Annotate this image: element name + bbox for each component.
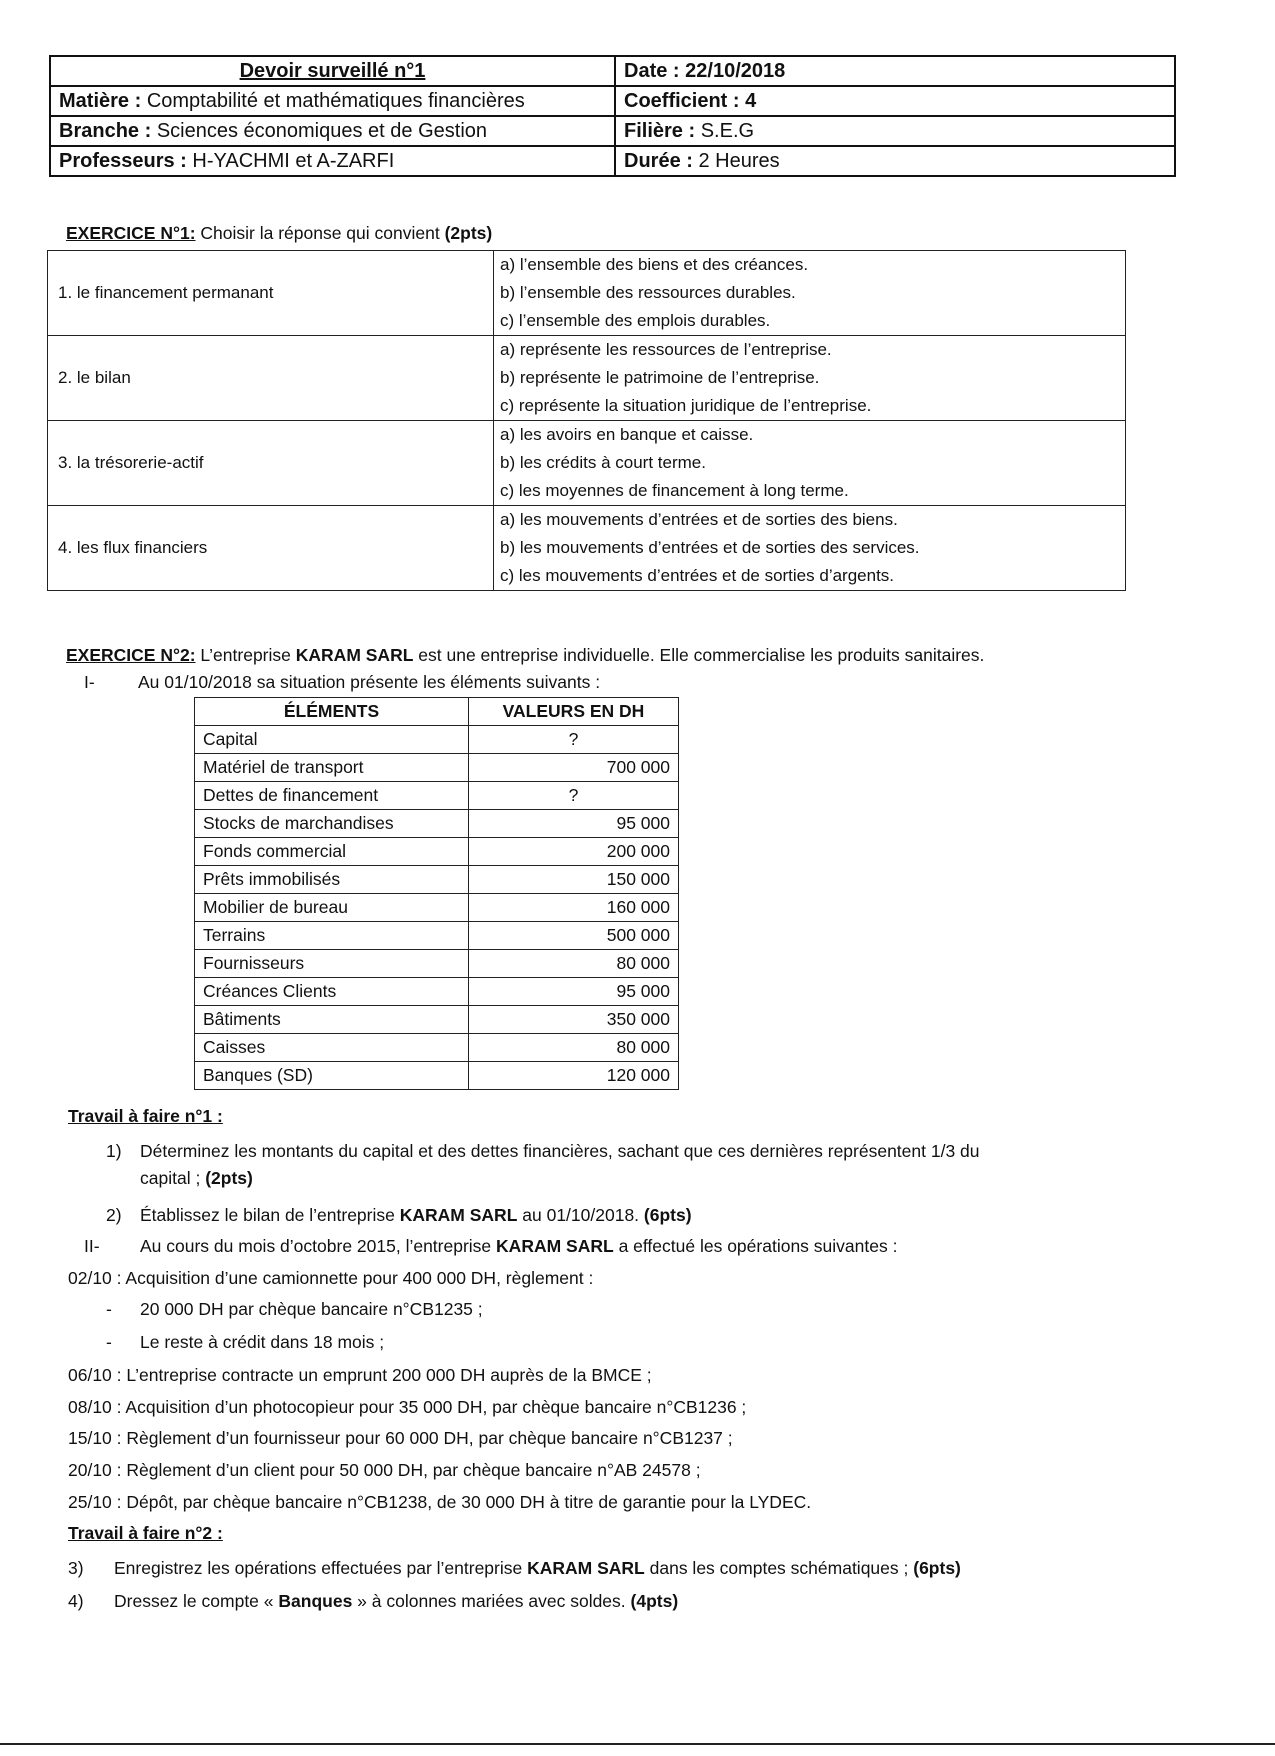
header-duree-cell — [615, 146, 1175, 176]
task2-q4 — [114, 1589, 678, 1613]
ex2-intro-a: L’entreprise — [200, 645, 291, 665]
operation-line: 15/10 : Règlement d’un fournisseur pour 60 000 DH, par chèque bancaire n°CB1237 ; — [68, 1428, 733, 1448]
ex1-question: 3. la trésorerie-actif — [48, 421, 494, 506]
element-label: Bâtiments — [195, 1006, 469, 1034]
operation-line: 08/10 : Acquisition d’un photocopieur pour 35 000 DH, par chèque bancaire n°CB1236 ; — [68, 1397, 747, 1417]
footer-divider — [0, 1743, 1275, 1745]
prof-label: Professeurs : — [59, 150, 187, 172]
table-row — [195, 838, 679, 866]
task1-q2 — [140, 1203, 692, 1227]
company-name: KARAM SARL — [527, 1558, 645, 1578]
table-row — [195, 978, 679, 1006]
table-row — [195, 922, 679, 950]
table-row — [195, 894, 679, 922]
answer-option: b) les mouvements d’entrées et de sorties des services. — [500, 538, 920, 557]
element-value: 80 000 — [469, 1034, 679, 1062]
element-label: Fonds commercial — [195, 838, 469, 866]
elements-table — [194, 697, 679, 1090]
ex2-intro — [66, 644, 984, 666]
duree-label: Durée : — [624, 150, 693, 172]
account-name: Banques — [278, 1591, 353, 1611]
element-value: 350 000 — [469, 1006, 679, 1034]
answer-option: b) les crédits à court terme. — [500, 453, 706, 472]
task1-q2-number: 2) — [106, 1205, 122, 1225]
answer-option: b) l’ensemble des ressources durables. — [500, 283, 796, 302]
element-label: Terrains — [195, 922, 469, 950]
date-value: 22/10/2018 — [685, 60, 786, 82]
branche-label: Branche : — [59, 120, 152, 142]
elements-col-header: ÉLÉMENTS — [195, 698, 469, 726]
element-value: 500 000 — [469, 922, 679, 950]
ex1-row — [48, 251, 1126, 336]
table-row — [195, 1034, 679, 1062]
element-label: Caisses — [195, 1034, 469, 1062]
answer-option: c) les moyennes de financement à long terme. — [500, 481, 849, 500]
bullet-dash: - — [106, 1299, 112, 1319]
bullet-dash: - — [106, 1332, 112, 1352]
part2-number: II- — [84, 1236, 100, 1256]
operation-line: 02/10 : Acquisition d’une camionnette pour 400 000 DH, règlement : — [68, 1268, 594, 1288]
task2-q3 — [114, 1556, 961, 1580]
header-filiere-cell — [615, 116, 1175, 146]
task1-q1-line2 — [140, 1166, 253, 1190]
task1-q2-text-b: au 01/10/2018. — [522, 1205, 640, 1225]
ex1-row — [48, 421, 1126, 506]
task2-q3-points: (6pts) — [913, 1558, 961, 1578]
ex1-answers — [494, 506, 1126, 591]
element-label: Matériel de transport — [195, 754, 469, 782]
filiere-label: Filière : — [624, 120, 696, 142]
date-label: Date : — [624, 60, 680, 82]
ex1-points: (2pts) — [444, 223, 493, 243]
prof-value: H-YACHMI et A-ZARFI — [192, 150, 395, 172]
task2-q4-text-b: » à colonnes mariées avec soldes. — [357, 1591, 626, 1611]
matiere-value: Comptabilité et mathématiques financières — [146, 90, 525, 112]
answer-option: a) les mouvements d’entrées et de sorties des biens. — [500, 510, 898, 529]
answer-option: c) les mouvements d’entrées et de sorties d’argents. — [500, 566, 895, 585]
ex2-intro-b: est une entreprise individuelle. Elle commercialise les produits sanitaires. — [418, 645, 985, 665]
operation-subline: Le reste à crédit dans 18 mois ; — [140, 1332, 385, 1352]
task1-q1-number: 1) — [106, 1141, 122, 1161]
company-name: KARAM SARL — [399, 1205, 518, 1225]
task1-q1-points: (2pts) — [205, 1168, 253, 1188]
exam-title: Devoir surveillé n°1 — [239, 60, 426, 82]
duree-value: 2 Heures — [698, 150, 780, 172]
element-label: Banques (SD) — [195, 1062, 469, 1090]
element-label: Créances Clients — [195, 978, 469, 1006]
header-date-cell — [615, 56, 1175, 86]
operation-line: 06/10 : L’entreprise contracte un emprunt 200 000 DH auprès de la BMCE ; — [68, 1365, 652, 1385]
part2-text — [140, 1234, 897, 1258]
element-value: ? — [469, 782, 679, 810]
ex1-question: 2. le bilan — [48, 336, 494, 421]
ex1-row — [48, 506, 1126, 591]
element-value: 150 000 — [469, 866, 679, 894]
task1-q2-text-a: Établissez le bilan de l’entreprise — [140, 1205, 395, 1225]
ex1-answers — [494, 251, 1126, 336]
operation-line: 20/10 : Règlement d’un client pour 50 000 DH, par chèque bancaire n°AB 24578 ; — [68, 1460, 701, 1480]
element-value: 160 000 — [469, 894, 679, 922]
task2-q4-text-a: Dressez le compte « — [114, 1591, 274, 1611]
ex1-heading: EXERCICE N°1: — [66, 223, 196, 243]
element-value: 700 000 — [469, 754, 679, 782]
task1-q2-points: (6pts) — [643, 1205, 692, 1225]
ex1-table — [47, 250, 1126, 591]
matiere-label: Matière : — [59, 90, 142, 112]
ex1-row — [48, 336, 1126, 421]
header-branche-cell — [50, 116, 615, 146]
answer-option: b) représente le patrimoine de l’entreprise. — [500, 368, 820, 387]
task1-q1-line2-text: capital ; — [140, 1168, 201, 1188]
ex1-question: 1. le financement permanant — [48, 251, 494, 336]
header-matiere-cell — [50, 86, 615, 116]
element-value: 80 000 — [469, 950, 679, 978]
task2-q4-number: 4) — [68, 1591, 84, 1611]
coef-value: 4 — [745, 90, 757, 112]
operation-line: 25/10 : Dépôt, par chèque bancaire n°CB1238, de 30 000 DH à titre de garantie pour la LYDEC. — [68, 1492, 812, 1512]
answer-option: c) représente la situation juridique de l’entreprise. — [500, 396, 872, 415]
table-row — [195, 782, 679, 810]
ex2-heading: EXERCICE N°2: — [66, 645, 196, 665]
task2-q3-number: 3) — [68, 1558, 84, 1578]
part2-text-a: Au cours du mois d’octobre 2015, l’entreprise — [140, 1236, 492, 1256]
element-label: Fournisseurs — [195, 950, 469, 978]
ex1-instruction: Choisir la réponse qui convient — [200, 223, 440, 243]
element-value: ? — [469, 726, 679, 754]
answer-option: c) l’ensemble des emplois durables. — [500, 311, 771, 330]
answer-option: a) représente les ressources de l’entreprise. — [500, 340, 832, 359]
task2-q3-text-a: Enregistrez les opérations effectuées par l’entreprise — [114, 1558, 523, 1578]
branche-value: Sciences économiques et de Gestion — [156, 120, 488, 142]
task2-q3-text-b: dans les comptes schématiques ; — [649, 1558, 909, 1578]
task2-title: Travail à faire n°2 : — [68, 1523, 223, 1543]
table-row — [195, 1062, 679, 1090]
element-label: Dettes de financement — [195, 782, 469, 810]
element-value: 95 000 — [469, 810, 679, 838]
element-label: Mobilier de bureau — [195, 894, 469, 922]
header-prof-cell — [50, 146, 615, 176]
company-name: KARAM SARL — [496, 1236, 614, 1256]
header-table — [49, 55, 1176, 177]
task2-q4-points: (4pts) — [630, 1591, 679, 1611]
table-row — [195, 754, 679, 782]
part2-text-b: a effectué les opérations suivantes : — [618, 1236, 898, 1256]
answer-option: a) l’ensemble des biens et des créances. — [500, 255, 809, 274]
company-name: KARAM SARL — [295, 645, 414, 665]
answer-option: a) les avoirs en banque et caisse. — [500, 425, 754, 444]
ex1-answers — [494, 336, 1126, 421]
ex1-heading-line — [66, 222, 492, 244]
element-value: 120 000 — [469, 1062, 679, 1090]
table-row — [195, 810, 679, 838]
table-row — [195, 1006, 679, 1034]
operation-subline: 20 000 DH par chèque bancaire n°CB1235 ; — [140, 1299, 483, 1319]
element-label: Stocks de marchandises — [195, 810, 469, 838]
ex1-answers — [494, 421, 1126, 506]
part1-text: Au 01/10/2018 sa situation présente les éléments suivants : — [138, 672, 601, 692]
coef-label: Coefficient : — [624, 90, 740, 112]
table-row — [195, 950, 679, 978]
header-coef-cell — [615, 86, 1175, 116]
task1-q1-line1: Déterminez les montants du capital et des dettes financières, sachant que ces dernières représentent 1/3 du — [140, 1141, 980, 1161]
element-value: 200 000 — [469, 838, 679, 866]
element-label: Prêts immobilisés — [195, 866, 469, 894]
values-col-header: VALEURS EN DH — [469, 698, 679, 726]
header-title-cell — [50, 56, 615, 86]
table-row — [195, 866, 679, 894]
element-value: 95 000 — [469, 978, 679, 1006]
part1-number: I- — [84, 672, 95, 692]
ex1-question: 4. les flux financiers — [48, 506, 494, 591]
table-row — [195, 726, 679, 754]
task1-title: Travail à faire n°1 : — [68, 1106, 223, 1126]
filiere-value: S.E.G — [700, 120, 755, 142]
element-label: Capital — [195, 726, 469, 754]
